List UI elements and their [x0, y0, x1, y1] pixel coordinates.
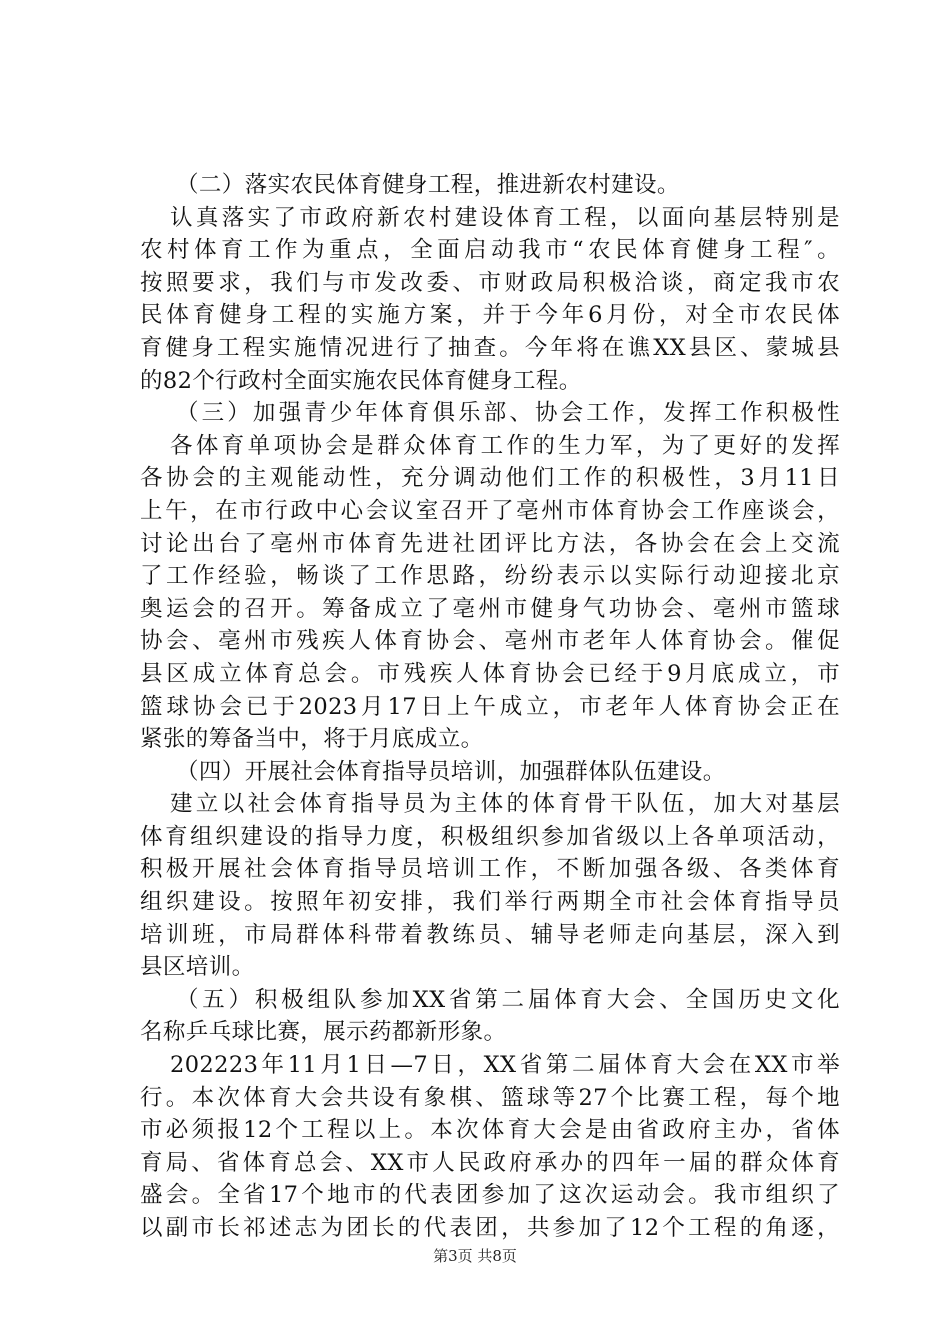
paragraph-line: 建立以社会体育指导员为主体的体育骨干队伍，加大对基层 [170, 791, 840, 818]
paragraph-line: 市必须报12个工程以上。本次体育大会是由省政府主办，省体 [140, 1117, 840, 1144]
paragraph-line: 育健身工程实施情况进行了抽查。今年将在谯XX县区、蒙城县 [140, 334, 840, 361]
paragraph-line: 县区培训。 [140, 954, 255, 981]
paragraph-line: 上午，在市行政中心会议室召开了亳州市体育协会工作座谈会， [140, 497, 840, 524]
paragraph-line: 各协会的主观能动性，充分调动他们工作的积极性，3月11日 [140, 465, 840, 492]
paragraph-line: 组织建设。按照年初安排，我们举行两期全市社会体育指导员 [140, 889, 840, 916]
paragraph-line: 讨论出台了亳州市体育先进社团评比方法，各协会在会上交流 [140, 530, 840, 557]
paragraph-line: 育局、省体育总会、XX市人民政府承办的四年一届的群众体育 [140, 1149, 840, 1176]
paragraph-line: 民体育健身工程的实施方案，并于今年6月份，对全市农民体 [140, 302, 840, 329]
paragraph-line: 按照要求，我们与市发改委、市财政局积极洽谈，商定我市农 [140, 269, 840, 296]
paragraph-line: 认真落实了市政府新农村建设体育工程，以面向基层特别是 [170, 204, 840, 231]
paragraph-line: 积极开展社会体育指导员培训工作，不断加强各级、各类体育 [140, 856, 840, 883]
heading-section-4: （四）开展社会体育指导员培训，加强群体队伍建设。 [176, 758, 726, 785]
paragraph-line: 篮球协会已于2023月17日上午成立，市老年人体育协会正在 [140, 693, 840, 720]
paragraph-line: 的82个行政村全面实施农民体育健身工程。 [140, 367, 582, 394]
paragraph-line: 紧张的筹备当中，将于月底成立。 [140, 726, 484, 753]
paragraph-line: 以副市长祁述志为团长的代表团，共参加了12个工程的角逐， [140, 1215, 840, 1241]
paragraph-line: 行。本次体育大会共设有象棋、篮球等27个比赛工程，每个地 [140, 1084, 840, 1111]
paragraph-line: 各体育单项协会是群众体育工作的生力军，为了更好的发挥 [170, 432, 840, 459]
paragraph-line: 体育组织建设的指导力度，积极组织参加省级以上各单项活动， [140, 823, 840, 850]
paragraph-line: 协会、亳州市残疾人体育协会、亳州市老年人体育协会。催促 [140, 628, 840, 655]
paragraph-line: 盛会。全省17个地市的代表团参加了这次运动会。我市组织了 [140, 1182, 840, 1209]
paragraph-line: 202223年11月1日—7日，XX省第二届体育大会在XX市举 [170, 1052, 840, 1079]
document-body [140, 169, 840, 1245]
paragraph-line: 县区成立体育总会。市残疾人体育协会已经于9月底成立，市 [140, 660, 840, 687]
heading-section-5-continued: 名称乒乓球比赛，展示药都新形象。 [140, 1019, 507, 1046]
page-number-footer: 第3页 共8页 [433, 1247, 517, 1265]
paragraph-line: 农村体育工作为重点，全面启动我市“农民体育健身工程″。 [140, 237, 840, 264]
heading-section-2: （二）落实农民体育健身工程，推进新农村建设。 [176, 172, 680, 198]
paragraph-line: 培训班，市局群体科带着教练员、辅导老师走向基层，深入到 [140, 921, 840, 948]
heading-section-3: （三）加强青少年体育俱乐部、协会工作，发挥工作积极性 [176, 400, 840, 427]
paragraph-line: 奥运会的召开。筹备成立了亳州市健身气功协会、亳州市篮球 [140, 595, 840, 622]
paragraph-line: 了工作经验，畅谈了工作思路，纷纷表示以实际行动迎接北京 [140, 563, 840, 590]
heading-section-5: （五）积极组队参加XX省第二届体育大会、全国历史文化 [176, 986, 840, 1013]
